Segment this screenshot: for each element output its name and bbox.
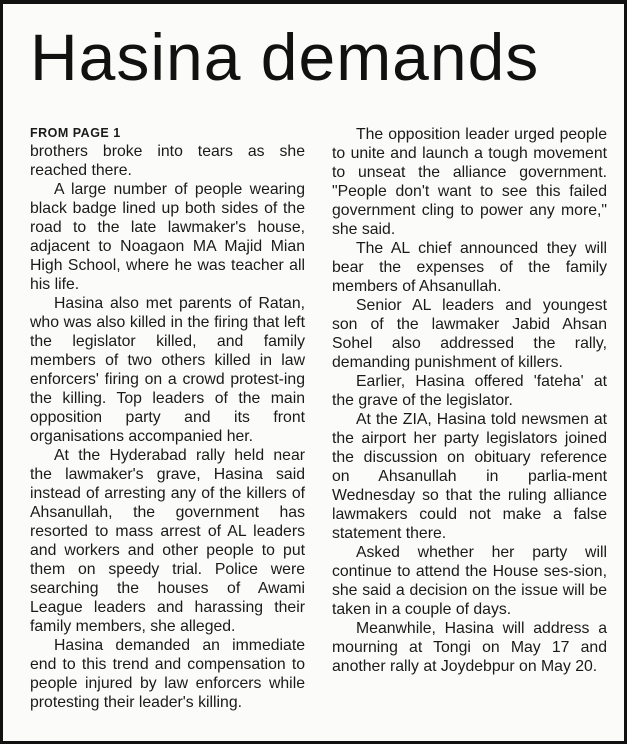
paragraph: At the Hyderabad rally held near the lawmaker's grave, Hasina said instead of arresting any of the killers of Ahsanullah, the government has resorted to mass arrest of AL leaders and workers and other people to put them on speedy trial. Police were searching the houses of Awami League leaders and harassing their family members, she alleged. [30, 447, 305, 635]
paragraph: Hasina also met parents of Ratan, who was also killed in the firing that left the legislator killed, and family members of two others killed in law enforcers' firing on a crowd protest-ing the killing. Top leaders of the main opposition party and its front organisations accompanied her. [30, 295, 305, 445]
paragraph: brothers broke into tears as she reached there. [30, 143, 305, 179]
paragraph: Earlier, Hasina offered 'fateha' at the grave of the legislator. [332, 373, 607, 409]
frame-border-left [0, 0, 3, 744]
paragraph: Senior AL leaders and youngest son of the lawmaker Jabid Ahsan Sohel also addressed the rally, demanding punishment of killers. [332, 297, 607, 371]
paragraph: At the ZIA, Hasina told newsmen at the airport her party legislators joined the discussion on obituary reference on Ahsanullah in parlia-ment Wednesday so that the ruling alliance lawmakers could not make a false statement there. [332, 411, 607, 542]
jump-label: FROM PAGE 1 [30, 126, 121, 140]
paragraph: The AL chief announced they will bear the expenses of the family members of Ahsanullah. [332, 240, 607, 295]
paragraph: The opposition leader urged people to unite and launch a tough movement to unseat the alliance government. "People don't want to see this failed government cling to power any more," she said. [332, 126, 607, 238]
paragraph: Asked whether her party will continue to attend the House ses-sion, she said a decision on the issue will be taken in a couple of days. [332, 544, 607, 618]
paragraph: Hasina demanded an immediate end to this trend and compensation to people injured by law enforcers while protesting their leader's killing. [30, 637, 305, 711]
frame-border-top [0, 0, 627, 4]
article-column-right [332, 125, 607, 676]
article-column-left [30, 125, 305, 712]
headline: Hasina demands [30, 20, 540, 94]
paragraph: Meanwhile, Hasina will address a mourning at Tongi on May 17 and another rally at Joydebpur on May 20. [332, 620, 607, 675]
paragraph: A large number of people wearing black badge lined up both sides of the road to the late lawmaker's house, adjacent to Noagaon MA Majid Mian High School, where he was teacher all his life. [30, 181, 305, 293]
